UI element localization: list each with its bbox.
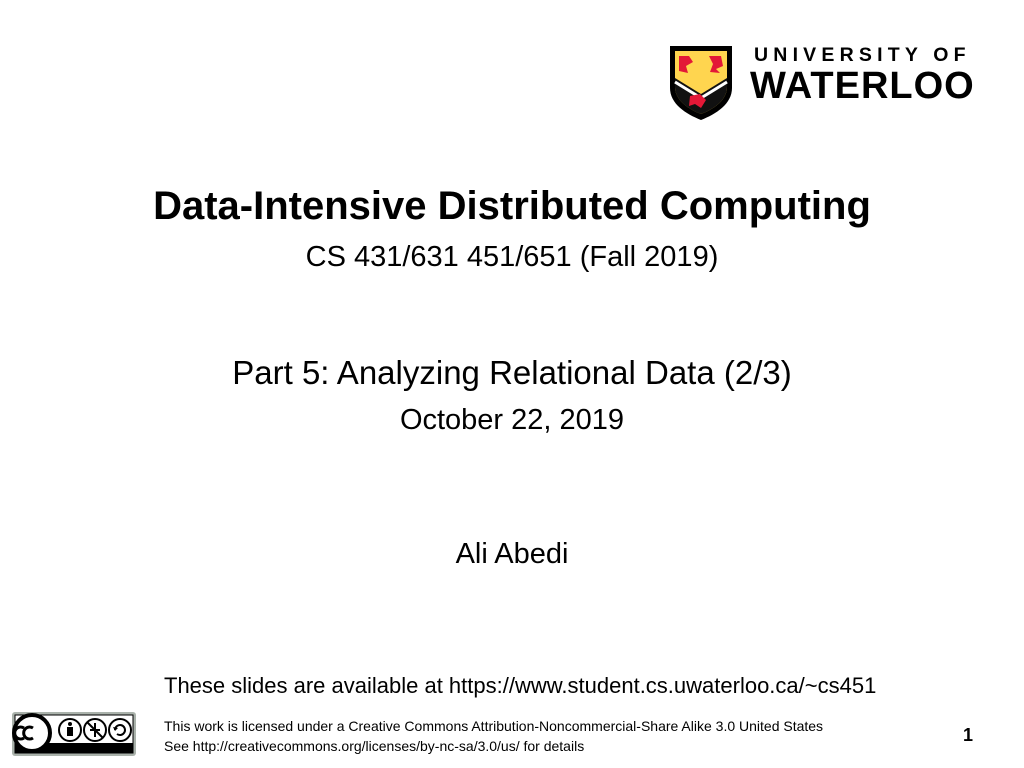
lecture-date: October 22, 2019: [399, 404, 625, 436]
author-name: Ali Abedi: [455, 538, 569, 570]
page-number: 1: [963, 725, 974, 745]
slide-title: Data-Intensive Distributed Computing: [153, 184, 871, 228]
creative-commons-by-nc-sa-icon: [12, 712, 136, 756]
lecture-part: Part 5: Analyzing Relational Data (2/3): [232, 354, 792, 391]
license-notice: [164, 716, 823, 756]
course-code: CS 431/631 451/651 (Fall 2019): [305, 241, 719, 273]
logo-text-university-of: UNIVERSITY OF: [754, 44, 971, 66]
license-line-1: This work is licensed under a Creative Commons Attribution-Noncommercial-Share Alike 3.0 United States: [164, 718, 824, 734]
license-line-2: See http://creativecommons.org/licenses/by-nc-sa/3.0/us/ for details: [164, 738, 585, 754]
slides-availability-note: These slides are available at https://www.student.cs.uwaterloo.ca/~cs451: [164, 673, 877, 698]
university-of-waterloo-crest-icon: [668, 44, 734, 122]
logo-text-waterloo: WATERLOO: [750, 65, 975, 107]
